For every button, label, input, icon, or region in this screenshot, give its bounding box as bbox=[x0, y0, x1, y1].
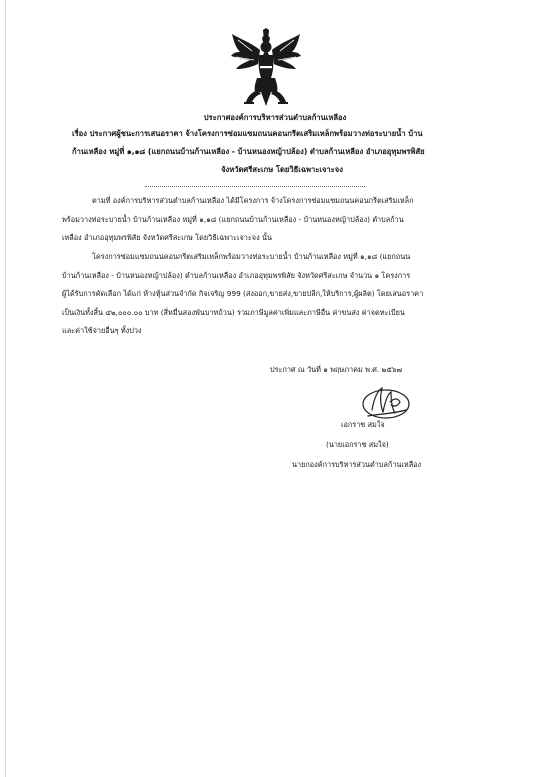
handwritten-signature bbox=[358, 380, 413, 422]
separator-line bbox=[145, 186, 365, 187]
paragraph-line: โครงการซ่อมแซมถนนคอนกรีตเสริมเหล็กพร้อมวางท่อระบายน้ำ บ้านก้านเหลือง หมู่ที่ ๑,๑๘ (แยกถนน bbox=[92, 252, 411, 261]
subject-line: เรื่อง ประกาศผู้ชนะการเสนอราคา จ้างโครงการซ่อมแซมถนนคอนกรีตเสริมเหล็กพร้อมวางท่อระบายน้ำ บ้าน bbox=[72, 129, 423, 138]
announce-date: ประกาศ ณ วันที่ ๑ พฤษภาคม พ.ศ. ๒๕๖๗ bbox=[270, 365, 402, 374]
paragraph-line: พร้อมวางท่อระบายน้ำ บ้านก้านเหลือง หมู่ที่ ๑,๑๘ (แยกถนนบ้านก้านเหลือง - บ้านหนองหญ้าปล้อง) ตำบลก้าน bbox=[62, 214, 404, 224]
signer-position: นายกองค์การบริหารส่วนตำบลก้านเหลือง bbox=[292, 460, 422, 469]
paragraph-line: เหลือง อำเภออุทุมพรพิสัย จังหวัดศรีสะเกษ โดยวิธีเฉพาะเจาะจง นั้น bbox=[62, 233, 272, 242]
paragraph-line: และค่าใช้จ่ายอื่นๆ ทั้งปวง bbox=[62, 326, 142, 335]
paragraph-2 bbox=[62, 248, 492, 341]
paragraph-line: ตามที่ องค์การบริหารส่วนตำบลก้านเหลือง ได้มีโครงการ จ้างโครงการซ่อมแซมถนนคอนกรีตเสริมเหล็ก bbox=[92, 196, 414, 205]
paragraph-line: ผู้ได้รับการคัดเลือก ได้แก่ ห้างหุ้นส่วนจำกัด กิจเจริญ 999 (ส่งออก,ขายส่ง,ขายปลีก,ให้บริการ,ผู้ผลิต) โดยเสนอราคา bbox=[62, 289, 424, 298]
paragraph-line: เป็นเงินทั้งสิ้น ๔๒,๐๐๐.๐๐ บาท (สี่หมื่นสองพันบาทถ้วน) รวมภาษีมูลค่าเพิ่มและภาษีอื่น ค่าขนส่ง ค่าจดทะเบียน bbox=[62, 307, 405, 317]
subject-line: จังหวัดศรีสะเกษ โดยวิธีเฉพาะเจาะจง bbox=[221, 165, 343, 174]
garuda-emblem-icon bbox=[230, 28, 302, 106]
subject-block bbox=[72, 125, 492, 179]
signer-name-full: (นายเอกราช สมใจ) bbox=[326, 440, 389, 449]
document-title: ประกาศองค์การบริหารส่วนตำบลก้านเหลือง bbox=[203, 113, 347, 122]
signer-name: เอกราช สมใจ bbox=[341, 420, 385, 429]
subject-line: ก้านเหลือง หมู่ที่ ๑,๑๘ (แยกถนนบ้านก้านเหลือง - บ้านหนองหญ้าปล้อง) ตำบลก้านเหลือง อำเภออุทุมพรพิสัย bbox=[72, 147, 425, 156]
paragraph-line: บ้านก้านเหลือง - บ้านหนองหญ้าปล้อง) ตำบลก้านเหลือง อำเภออุทุมพรพิสัย จังหวัดศรีสะเกษ จำนวน ๑ โครงการ bbox=[62, 270, 411, 280]
paragraph-1 bbox=[62, 192, 492, 248]
